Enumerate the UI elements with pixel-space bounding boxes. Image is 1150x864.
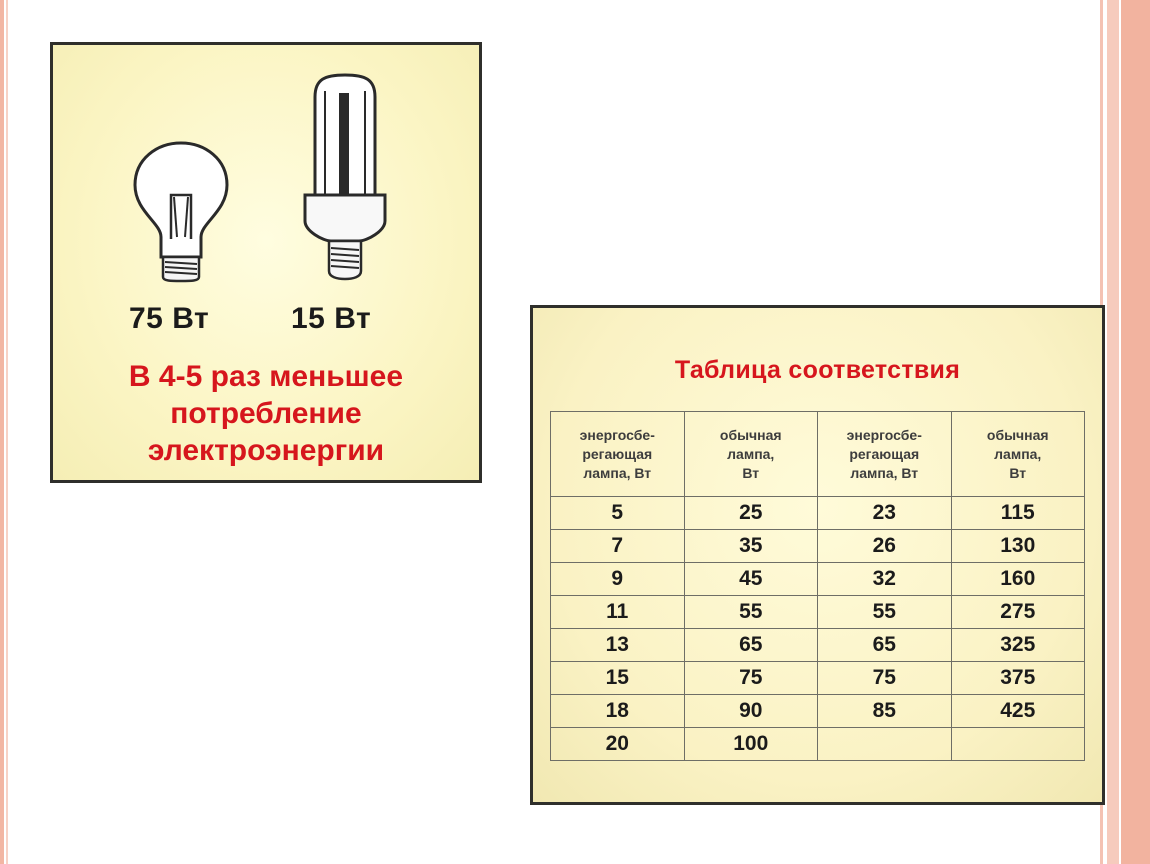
slogan-line: В 4-5 раз меньшее [128,360,404,393]
bulb-comparison-panel [50,42,482,483]
table-cell [951,728,1085,761]
table-cell: 85 [818,695,952,728]
header-line: лампа, [727,445,775,462]
slogan-line: электроэнергии [147,434,385,467]
header-line: Вт [1009,464,1027,481]
header-line: энергосбе- [579,426,655,443]
table-cell: 375 [951,662,1085,695]
table-row [551,728,1085,761]
table-cell: 75 [818,662,952,695]
cfl-wattage-label: 15 Вт [291,302,372,335]
table-cell: 23 [818,497,952,530]
table-cell: 11 [551,596,685,629]
table-row [551,695,1085,728]
table-cell: 18 [551,695,685,728]
table-header-cell [684,412,818,497]
header-line: Вт [742,464,760,481]
header-line: обычная [986,426,1049,443]
slogan-line: потребление [170,397,362,430]
table-cell: 75 [684,662,818,695]
table-cell: 25 [684,497,818,530]
incandescent-wattage-label: 75 Вт [129,302,210,335]
table-header-cell [551,412,685,497]
table-cell: 32 [818,563,952,596]
decorative-stripe [0,0,4,864]
decorative-stripe [1107,0,1119,864]
table-cell: 275 [951,596,1085,629]
table-cell: 13 [551,629,685,662]
incandescent-bulb-icon [135,143,227,281]
table-cell: 130 [951,530,1085,563]
table-row [551,563,1085,596]
table-cell [818,728,952,761]
table-row [551,530,1085,563]
table-cell: 55 [684,596,818,629]
table-row [551,629,1085,662]
table-cell: 35 [684,530,818,563]
header-line: лампа, Вт [850,464,919,481]
table-cell: 20 [551,728,685,761]
cfl-bulb-icon [305,75,385,279]
table-header-cell [818,412,952,497]
table-cell: 15 [551,662,685,695]
header-line: обычная [719,426,782,443]
correspondence-table-panel [530,305,1105,805]
decorative-stripe [6,0,8,864]
table-header-row [551,412,1085,497]
decorative-stripe [1121,0,1150,864]
table-cell: 45 [684,563,818,596]
table-cell: 100 [684,728,818,761]
table-cell: 5 [551,497,685,530]
header-line: регающая [582,445,653,462]
table-row [551,662,1085,695]
header-line: энергосбе- [846,426,922,443]
table-cell: 160 [951,563,1085,596]
energy-saving-slogan [53,358,479,469]
header-line: лампа, [994,445,1042,462]
table-row [551,497,1085,530]
table-cell: 65 [684,629,818,662]
correspondence-table [550,411,1085,761]
table-header-cell [951,412,1085,497]
table-cell: 9 [551,563,685,596]
table-cell: 115 [951,497,1085,530]
table-cell: 65 [818,629,952,662]
table-cell: 90 [684,695,818,728]
table-title: Таблица соответствия [674,356,961,384]
table-cell: 55 [818,596,952,629]
table-cell: 26 [818,530,952,563]
header-line: лампа, Вт [583,464,652,481]
table-cell: 325 [951,629,1085,662]
table-row [551,596,1085,629]
header-line: регающая [849,445,920,462]
table-cell: 425 [951,695,1085,728]
table-cell: 7 [551,530,685,563]
